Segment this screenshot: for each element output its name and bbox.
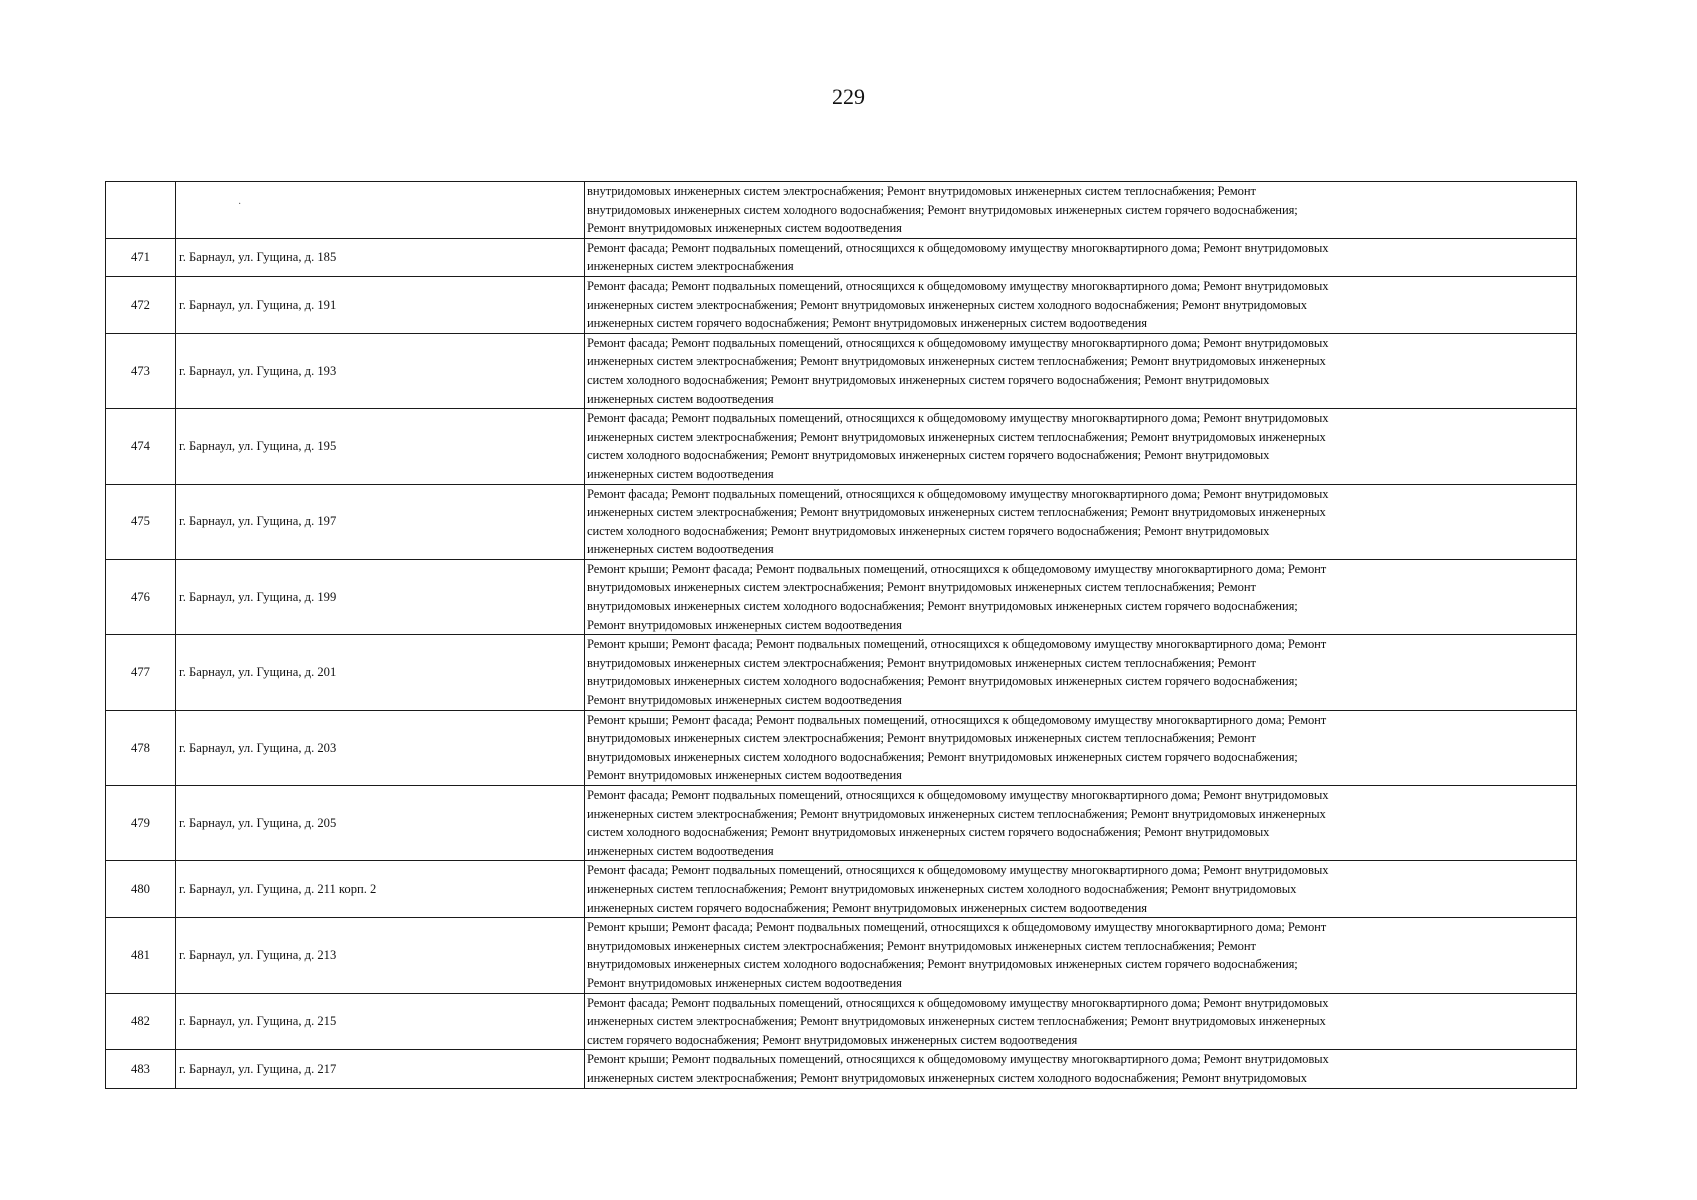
row-works (585, 238, 1577, 276)
row-number: 472 (106, 276, 176, 333)
row-number: 473 (106, 333, 176, 408)
works-line: инженерных систем электроснабжения; Ремонт внутридомовых инженерных систем теплоснабжения; Ремонт внутридомовых инженерных (587, 429, 1326, 444)
table-row (106, 276, 1577, 333)
works-line: внутридомовых инженерных систем электроснабжения; Ремонт внутридомовых инженерных систем теплоснабжения; Ремонт (587, 580, 1256, 595)
row-works (585, 409, 1577, 484)
table-row (106, 1050, 1577, 1088)
row-address: г. Барнаул, ул. Гущина, д. 201 (176, 635, 585, 710)
table-row (106, 333, 1577, 408)
row-works (585, 993, 1577, 1050)
page-number: 229 (832, 84, 865, 109)
row-address: г. Барнаул, ул. Гущина, д. 197 (176, 484, 585, 559)
table-row (106, 635, 1577, 710)
works-line: внутридомовых инженерных систем холодного водоснабжения; Ремонт внутридомовых инженерных систем горячего водоснабжения; (587, 202, 1298, 217)
works-line: систем горячего водоснабжения; Ремонт внутридомовых инженерных систем водоотведения (587, 1032, 1078, 1047)
row-address: г. Барнаул, ул. Гущина, д. 213 (176, 918, 585, 993)
works-line: внутридомовых инженерных систем холодного водоснабжения; Ремонт внутридомовых инженерных систем горячего водоснабжения; (587, 749, 1298, 764)
row-address: г. Барнаул, ул. Гущина, д. 191 (176, 276, 585, 333)
row-number: 477 (106, 635, 176, 710)
works-line: Ремонт фасада; Ремонт подвальных помещений, относящихся к общедомовому имуществу многоквартирного дома; Ремонт внутридомовых (587, 240, 1329, 255)
row-works (585, 559, 1577, 634)
works-line: инженерных систем электроснабжения; Ремонт внутридомовых инженерных систем теплоснабжения; Ремонт внутридомовых инженерных (587, 1014, 1326, 1029)
works-line: Ремонт крыши; Ремонт фасада; Ремонт подвальных помещений, относящихся к общедомовому имуществу многоквартирного дома; Ремонт (587, 637, 1327, 652)
works-line: инженерных систем теплоснабжения; Ремонт внутридомовых инженерных систем холодного водоснабжения; Ремонт внутридомовых (587, 881, 1297, 896)
works-line: Ремонт фасада; Ремонт подвальных помещений, относящихся к общедомовому имуществу многоквартирного дома; Ремонт внутридомовых (587, 995, 1329, 1010)
row-works (585, 333, 1577, 408)
works-line: инженерных систем электроснабжения; Ремонт внутридомовых инженерных систем теплоснабжения; Ремонт внутридомовых инженерных (587, 806, 1326, 821)
works-line: внутридомовых инженерных систем холодного водоснабжения; Ремонт внутридомовых инженерных систем горячего водоснабжения; (587, 674, 1298, 689)
works-line: инженерных систем электроснабжения; Ремонт внутридомовых инженерных систем теплоснабжения; Ремонт внутридомовых инженерных (587, 354, 1326, 369)
row-number: 475 (106, 484, 176, 559)
works-line: внутридомовых инженерных систем холодного водоснабжения; Ремонт внутридомовых инженерных систем горячего водоснабжения; (587, 599, 1298, 614)
works-line: Ремонт крыши; Ремонт фасада; Ремонт подвальных помещений, относящихся к общедомовому имуществу многоквартирного дома; Ремонт (587, 712, 1327, 727)
works-line: Ремонт внутридомовых инженерных систем водоотведения (587, 617, 902, 632)
works-line: внутридомовых инженерных систем электроснабжения; Ремонт внутридомовых инженерных систем теплоснабжения; Ремонт (587, 655, 1256, 670)
row-address: г. Барнаул, ул. Гущина, д. 193 (176, 333, 585, 408)
works-line: инженерных систем электроснабжения; Ремонт внутридомовых инженерных систем теплоснабжения; Ремонт внутридомовых инженерных (587, 505, 1326, 520)
works-line: систем холодного водоснабжения; Ремонт внутридомовых инженерных систем горячего водоснабжения; Ремонт внутридомовых (587, 448, 1270, 463)
works-line: внутридомовых инженерных систем холодного водоснабжения; Ремонт внутридомовых инженерных систем горячего водоснабжения; (587, 957, 1298, 972)
stray-mark: · (238, 199, 242, 210)
row-works (585, 710, 1577, 785)
row-number: 482 (106, 993, 176, 1050)
works-line: Ремонт фасада; Ремонт подвальных помещений, относящихся к общедомовому имуществу многоквартирного дома; Ремонт внутридомовых (587, 788, 1329, 802)
works-line: Ремонт фасада; Ремонт подвальных помещений, относящихся к общедомовому имуществу многоквартирного дома; Ремонт внутридомовых (587, 411, 1329, 426)
works-line: систем холодного водоснабжения; Ремонт внутридомовых инженерных систем горячего водоснабжения; Ремонт внутридомовых (587, 825, 1270, 840)
row-address: г. Барнаул, ул. Гущина, д. 199 (176, 559, 585, 634)
works-line: внутридомовых инженерных систем электроснабжения; Ремонт внутридомовых инженерных систем теплоснабжения; Ремонт (587, 938, 1256, 953)
works-line: Ремонт фасада; Ремонт подвальных помещений, относящихся к общедомовому имуществу многоквартирного дома; Ремонт внутридомовых (587, 278, 1329, 293)
works-line: Ремонт внутридомовых инженерных систем водоотведения (587, 768, 902, 783)
row-number: 471 (106, 238, 176, 276)
row-address: г. Барнаул, ул. Гущина, д. 215 (176, 993, 585, 1050)
works-line: систем холодного водоснабжения; Ремонт внутридомовых инженерных систем горячего водоснабжения; Ремонт внутридомовых (587, 523, 1270, 538)
table-row (106, 484, 1577, 559)
row-works (585, 861, 1577, 918)
row-address (176, 182, 585, 239)
table-row (106, 918, 1577, 993)
row-works (585, 182, 1577, 239)
works-line: систем холодного водоснабжения; Ремонт внутридомовых инженерных систем горячего водоснабжения; Ремонт внутридомовых (587, 372, 1270, 387)
table-row (106, 182, 1577, 239)
works-line: инженерных систем водоотведения (587, 542, 774, 557)
row-works (585, 1050, 1577, 1088)
table-row (106, 710, 1577, 785)
table-row (106, 559, 1577, 634)
row-number: 481 (106, 918, 176, 993)
works-line: инженерных систем водоотведения (587, 391, 774, 406)
works-line: инженерных систем водоотведения (587, 843, 774, 858)
row-address: г. Барнаул, ул. Гущина, д. 195 (176, 409, 585, 484)
works-line: инженерных систем горячего водоснабжения; Ремонт внутридомовых инженерных систем водоотведения (587, 316, 1147, 331)
works-line: инженерных систем электроснабжения; Ремонт внутридомовых инженерных систем холодного водоснабжения; Ремонт внутридомовых (587, 1070, 1307, 1085)
repair-works-table (105, 181, 1577, 1089)
works-line: инженерных систем электроснабжения; Ремонт внутридомовых инженерных систем холодного водоснабжения; Ремонт внутридомовых (587, 297, 1307, 312)
works-line: инженерных систем электроснабжения (587, 259, 794, 274)
row-works (585, 786, 1577, 861)
works-line: Ремонт внутридомовых инженерных систем водоотведения (587, 221, 902, 236)
works-line: внутридомовых инженерных систем электроснабжения; Ремонт внутридомовых инженерных систем теплоснабжения; Ремонт (587, 731, 1256, 746)
works-line: внутридомовых инженерных систем электроснабжения; Ремонт внутридомовых инженерных систем теплоснабжения; Ремонт (587, 184, 1256, 198)
works-line: Ремонт крыши; Ремонт фасада; Ремонт подвальных помещений, относящихся к общедомовому имуществу многоквартирного дома; Ремонт (587, 920, 1327, 935)
works-line: инженерных систем водоотведения (587, 466, 774, 481)
table-row (106, 409, 1577, 484)
row-number: 483 (106, 1050, 176, 1088)
works-line: Ремонт крыши; Ремонт подвальных помещений, относящихся к общедомовому имуществу многоквартирного дома; Ремонт внутридомовых (587, 1052, 1329, 1067)
row-address: г. Барнаул, ул. Гущина, д. 205 (176, 786, 585, 861)
table-body (106, 182, 1577, 1089)
table-row (106, 238, 1577, 276)
row-number: 476 (106, 559, 176, 634)
row-number: 479 (106, 786, 176, 861)
row-works (585, 484, 1577, 559)
row-works (585, 276, 1577, 333)
works-line: Ремонт фасада; Ремонт подвальных помещений, относящихся к общедомовому имуществу многоквартирного дома; Ремонт внутридомовых (587, 863, 1329, 878)
row-works (585, 635, 1577, 710)
row-number: 480 (106, 861, 176, 918)
row-number: 474 (106, 409, 176, 484)
works-line: Ремонт фасада; Ремонт подвальных помещений, относящихся к общедомовому имуществу многоквартирного дома; Ремонт внутридомовых (587, 335, 1329, 350)
table-row (106, 993, 1577, 1050)
table-row (106, 861, 1577, 918)
row-address: г. Барнаул, ул. Гущина, д. 217 (176, 1050, 585, 1088)
works-line: Ремонт внутридомовых инженерных систем водоотведения (587, 693, 902, 708)
row-address: г. Барнаул, ул. Гущина, д. 211 корп. 2 (176, 861, 585, 918)
row-address: г. Барнаул, ул. Гущина, д. 185 (176, 238, 585, 276)
works-line: Ремонт крыши; Ремонт фасада; Ремонт подвальных помещений, относящихся к общедомовому имуществу многоквартирного дома; Ремонт (587, 561, 1327, 576)
works-line: инженерных систем горячего водоснабжения; Ремонт внутридомовых инженерных систем водоотведения (587, 900, 1147, 915)
works-line: Ремонт внутридомовых инженерных систем водоотведения (587, 975, 902, 990)
row-number (106, 182, 176, 239)
table-row (106, 786, 1577, 861)
row-address: г. Барнаул, ул. Гущина, д. 203 (176, 710, 585, 785)
row-works (585, 918, 1577, 993)
row-number: 478 (106, 710, 176, 785)
works-line: Ремонт фасада; Ремонт подвальных помещений, относящихся к общедомовому имуществу многоквартирного дома; Ремонт внутридомовых (587, 486, 1329, 501)
